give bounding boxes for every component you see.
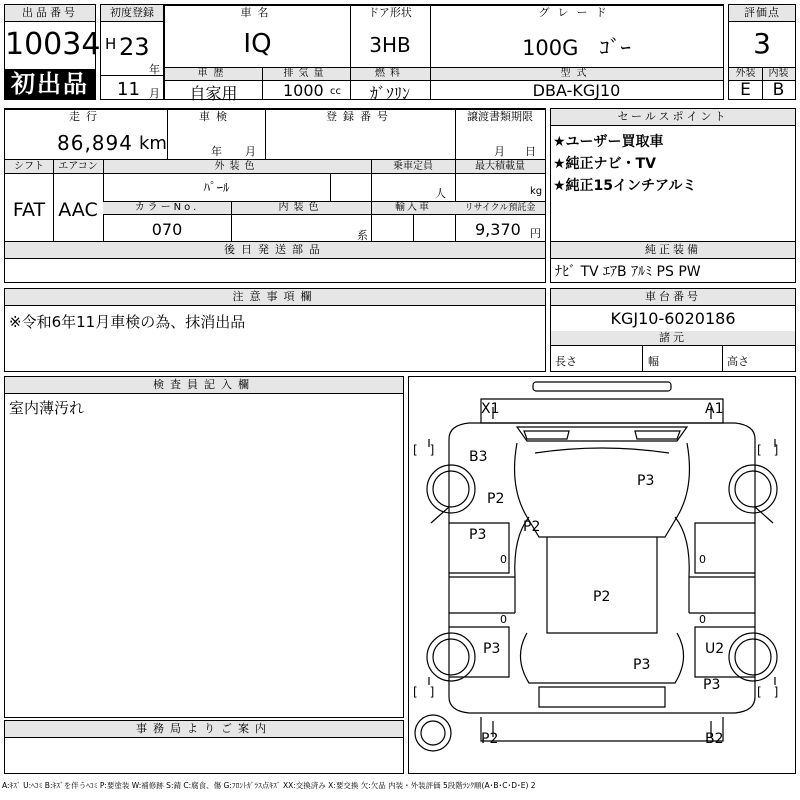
width-label: 幅 <box>648 355 659 368</box>
color-no-label: カラーNo. <box>134 202 200 213</box>
inspector-box <box>4 376 404 718</box>
mark-p3-left-rear: P3 <box>483 641 501 657</box>
int-color-unit: 系 <box>357 229 368 242</box>
mark-p2-pillar: P2 <box>523 519 541 535</box>
fuel: ｶﾞｿﾘﾝ <box>369 84 410 103</box>
notes-box <box>4 288 546 372</box>
specs-box <box>4 108 546 242</box>
exterior-label: 外装 <box>735 68 756 79</box>
ext-color-label: 外装色 <box>214 161 260 172</box>
fuel-label: 燃料 <box>375 68 405 79</box>
recycle-fee: 9,370 <box>475 220 521 239</box>
capacity-unit: 人 <box>435 187 446 200</box>
car-info-box <box>164 4 724 103</box>
grade: 100G ｺﾞｰ <box>522 36 631 60</box>
height-label: 高さ <box>727 355 749 368</box>
mark-p2-rear-bumper: P2 <box>481 731 499 747</box>
bracket-front-left: [ ] <box>413 443 435 457</box>
mileage-unit: km <box>139 133 167 154</box>
inspection-label: 車検 <box>199 110 233 123</box>
notes-text: ※令和6年11月車検の為、抹消出品 <box>9 313 246 331</box>
transfer-deadline-label: 譲渡書類期限 <box>467 110 533 123</box>
notes-title: 注意事項欄 <box>5 289 545 306</box>
year-unit: 年 <box>149 63 160 76</box>
dims-title: 諸元 <box>551 331 795 346</box>
car-name-label: 車名 <box>240 6 275 19</box>
bracket-rear-left: [ ] <box>413 685 435 699</box>
lot-number-box <box>4 4 101 100</box>
later-parts-box <box>4 241 546 283</box>
mark-b3: B3 <box>469 449 488 465</box>
first-registration-label: 初度登録 <box>101 5 163 22</box>
mark-zero-right2: 0 <box>699 613 706 626</box>
equipment-list: ﾅﾋﾞ TV ｴｱB ｱﾙﾐ PS PW <box>555 264 701 280</box>
first-registration-box <box>100 4 164 100</box>
ac-label: エアコン <box>58 161 98 172</box>
inspection-month-unit: 月 <box>245 145 256 158</box>
score-label: 評価点 <box>729 5 795 22</box>
chassis-number: KGJ10-6020186 <box>610 309 736 328</box>
interior-label: 内装 <box>768 68 789 79</box>
sales-point-1: ★ユーザー買取車 <box>553 134 664 150</box>
equipment-title: 純正装備 <box>551 242 795 259</box>
sales-points-title: セールスポイント <box>551 109 795 126</box>
length-label: 長さ <box>555 355 577 368</box>
mileage-label: 走行 <box>69 110 103 123</box>
car-outline-diagram <box>409 377 795 773</box>
score-box <box>728 4 796 100</box>
import-label: 輸入車 <box>395 202 431 213</box>
equipment-box <box>550 241 796 283</box>
history-label: 車歴 <box>197 68 230 79</box>
capacity-label: 乗車定員 <box>393 161 433 172</box>
later-parts-label: 後日発送部品 <box>5 242 545 259</box>
inspector-text: 室内薄汚れ <box>9 399 85 417</box>
ac: AAC <box>58 199 98 221</box>
chassis-title: 車台番号 <box>551 289 795 306</box>
first-registration-month: 11 <box>117 79 140 100</box>
mark-p3-rear-panel: P3 <box>633 657 651 673</box>
transfer-day-unit: 日 <box>525 145 536 158</box>
ext-color: ﾊﾟｰﾙ <box>203 181 230 196</box>
chassis-box <box>550 288 796 372</box>
mark-p3-hood: P3 <box>637 473 655 489</box>
score: 3 <box>753 27 771 60</box>
inspector-title: 検査員記入欄 <box>5 377 403 394</box>
lot-number: 10034 <box>5 27 101 62</box>
sales-point-2: ★純正ナビ・TV <box>553 156 656 172</box>
mark-zero-left: 0 <box>500 553 507 566</box>
shift: FAT <box>12 199 46 221</box>
door-type: 3HB <box>369 33 411 57</box>
office-box <box>4 720 404 774</box>
door-type-label: ドア形状 <box>368 6 412 19</box>
history: 自家用 <box>189 84 238 103</box>
mark-zero-left2: 0 <box>500 613 507 626</box>
car-name: IQ <box>243 29 272 59</box>
recycle-label: リサイクル預託金 <box>464 203 536 213</box>
displacement-label: 排気量 <box>283 68 329 79</box>
first-listing-badge: 初出品 <box>5 69 95 100</box>
inspection-year-unit: 年 <box>211 145 222 158</box>
interior-grade: B <box>772 80 785 100</box>
shift-label: シフト <box>14 161 44 172</box>
color-no: 070 <box>151 220 183 239</box>
max-load-unit: kg <box>530 186 543 197</box>
legend-text: A:ｷｽﾞ U:ﾍｺﾐ B:ｷｽﾞを伴うﾍｺﾐ P:要塗装 W:補修跡 S:錆 C:腐食、傷 G:ﾌﾛﾝﾄｶﾞﾗｽ点ｷｽﾞ XX:交換済み X:要交換 欠:欠品 内装・外装評価 5段階ﾗﾝｸ順(A･B･C･D･E) 2 <box>2 781 536 790</box>
sales-point-3: ★純正15インチアルミ <box>553 178 697 194</box>
max-load-label: 最大積載量 <box>475 161 525 172</box>
mileage: 86,894 <box>57 131 133 155</box>
exterior-grade: E <box>740 80 751 100</box>
mark-a1: A1 <box>705 401 724 417</box>
model: DBA-KGJ10 <box>532 81 621 100</box>
office-title: 事務局よりご案内 <box>5 721 403 738</box>
reg-number-label: 登録番号 <box>326 110 394 123</box>
grade-label: グレード <box>538 6 615 19</box>
mark-p3-right: P3 <box>703 677 721 693</box>
sales-points-box <box>550 108 796 242</box>
mark-b2-rear-bumper: B2 <box>705 731 724 747</box>
recycle-unit: 円 <box>530 227 541 240</box>
int-color-label: 内装色 <box>278 202 324 213</box>
era-letter: H <box>105 35 117 53</box>
mark-p2-front-left: P2 <box>487 491 505 507</box>
bracket-rear-right: [ ] <box>757 685 779 699</box>
transfer-month-unit: 月 <box>494 145 505 158</box>
mark-x1: X1 <box>481 401 500 417</box>
month-unit: 月 <box>149 87 160 100</box>
model-label: 型式 <box>560 68 593 79</box>
mark-zero-right: 0 <box>699 553 706 566</box>
mark-p3-left-door: P3 <box>469 527 487 543</box>
mark-u2-right: U2 <box>705 641 725 657</box>
displacement: 1000 <box>283 81 324 100</box>
first-registration-year: 23 <box>119 33 150 61</box>
lot-number-label: 出品番号 <box>5 5 95 22</box>
displacement-unit: cc <box>330 86 341 97</box>
car-diagram <box>408 376 796 774</box>
bracket-front-right: [ ] <box>757 443 779 457</box>
mark-p2-roof: P2 <box>593 589 611 605</box>
